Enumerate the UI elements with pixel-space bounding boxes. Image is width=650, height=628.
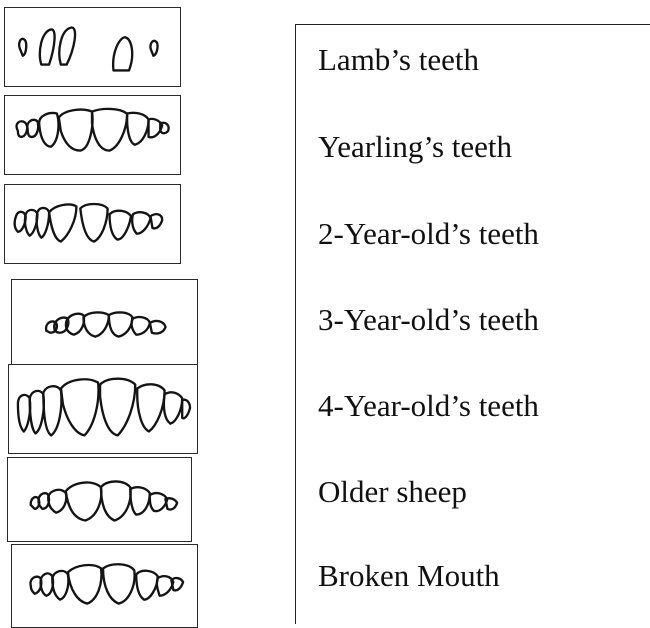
label-three-year-teeth: 3-Year-old’s teeth [318, 302, 539, 337]
lamb-teeth-panel [4, 7, 181, 87]
lamb-teeth-drawing [5, 8, 180, 86]
yearling-teeth-drawing [5, 96, 180, 174]
label-four-year-teeth: 4-Year-old’s teeth [318, 388, 539, 423]
label-lamb-teeth: Lamb’s teeth [318, 42, 479, 77]
older-sheep-teeth-drawing [8, 458, 191, 541]
three-year-teeth-panel [11, 279, 198, 365]
four-year-teeth-drawing [9, 365, 197, 453]
two-year-teeth-panel [4, 184, 181, 264]
label-older-sheep: Older sheep [318, 474, 467, 509]
broken-mouth-teeth-panel [11, 544, 198, 628]
three-year-teeth-drawing [12, 280, 197, 364]
broken-mouth-teeth-drawing [12, 545, 197, 627]
older-sheep-teeth-panel [7, 457, 192, 542]
four-year-teeth-panel [8, 364, 198, 454]
label-broken-mouth: Broken Mouth [318, 558, 500, 593]
two-year-teeth-drawing [5, 185, 180, 263]
label-yearling-teeth: Yearling’s teeth [318, 129, 513, 164]
yearling-teeth-panel [4, 95, 181, 175]
label-two-year-teeth: 2-Year-old’s teeth [318, 216, 539, 251]
